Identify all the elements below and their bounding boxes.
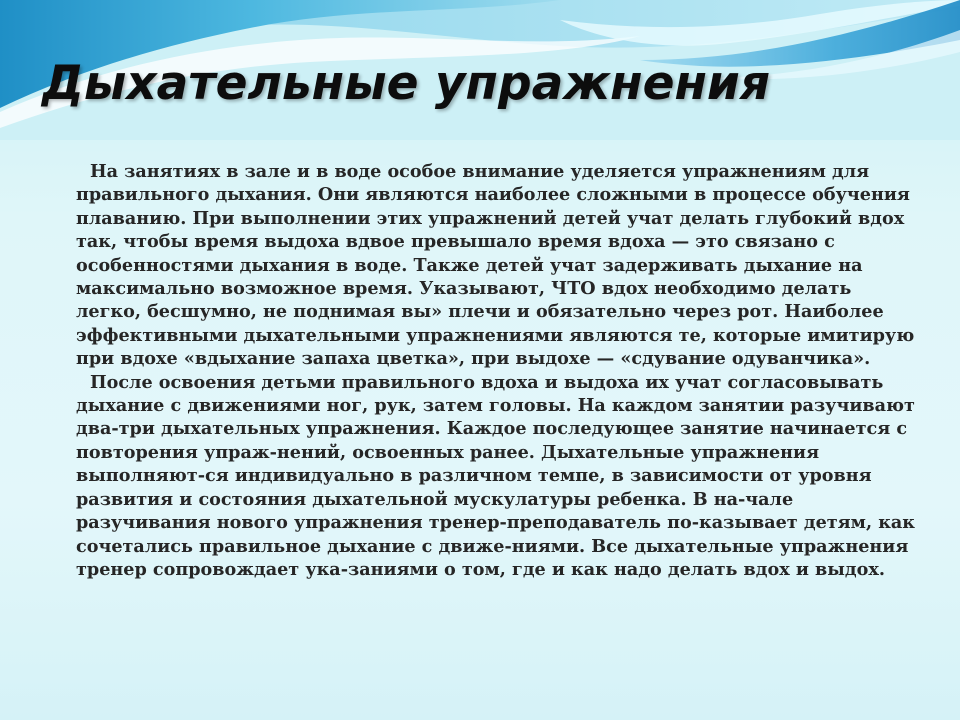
slide-body [76, 160, 916, 581]
paragraph-2: После освоения детьми правильного вдоха и выдоха их учат согласовывать дыхание с движениями ног, рук, затем головы. На каждом занятии разучивают два-три дыхательных упражнения. Каждое последующее занятие начинается с повторения упраж-нений, освоенных ранее. Дыхательные упражнения выполняют-ся индивидуально в различном темпе, в зависимости от уровня развития и состояния дыхательной мускулатуры ребенка. В на-чале разучивания нового упражнения тренер-преподаватель по-казывает детям, как сочетались правильное дыхание с движе-ниями. Все дыхательные упражнения тренер сопровождает ука-заниями о том, где и как надо делать вдох и выдох. [76, 371, 916, 580]
slide-title: Дыхательные упражнения [42, 56, 771, 111]
paragraph-1: На занятиях в зале и в воде особое внимание уделяется упражнениям для правильного дыхания. Они являются наиболее сложными в процессе обучения плаванию. При выполнении этих упражнений детей учат делать глубокий вдох так, чтобы время выдоха вдвое превышало время вдоха — это связано с особенностями дыхания в воде. Также детей учат задерживать дыхание на максимально возможное время. Указывают, ЧТО вдох необходимо делать легко, бесшумно, не поднимая вы» плечи и обязательно через рот. Наиболее эффективными дыхательными упражнениями являются те, которые имитирую при вдохе «вдыхание запаха цветка», при выдохе — «сдувание одуванчика». [76, 161, 915, 370]
